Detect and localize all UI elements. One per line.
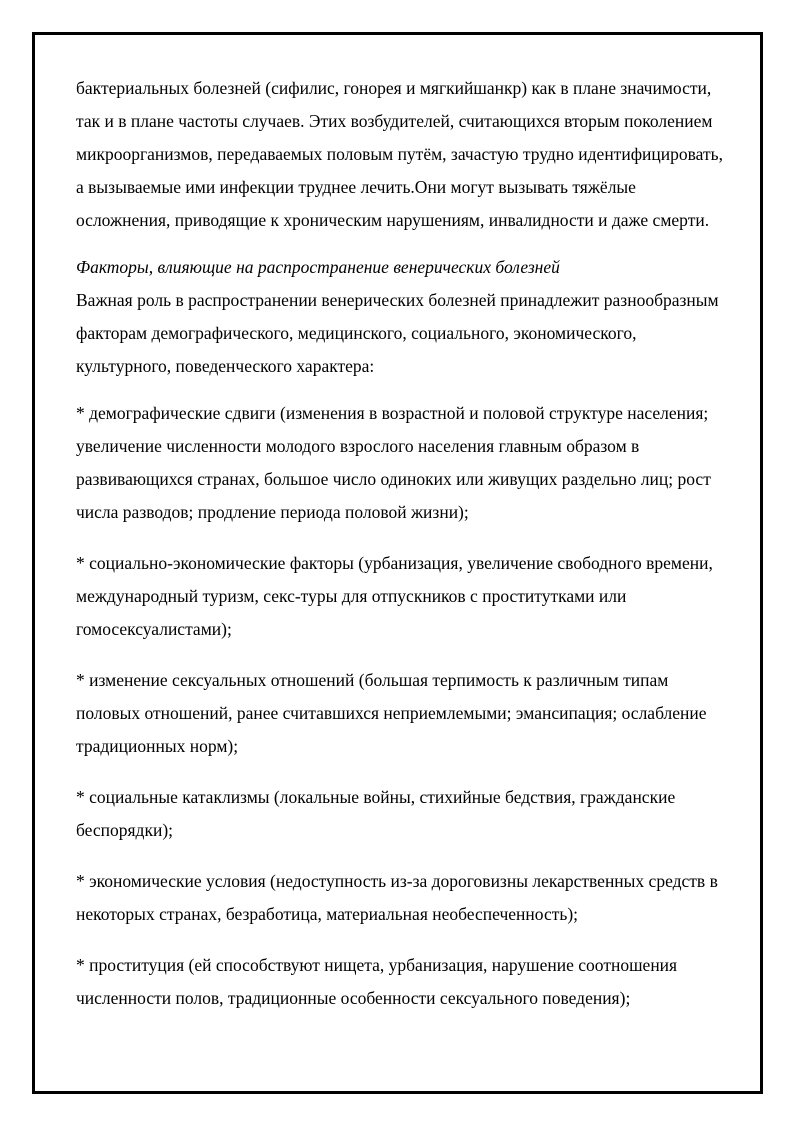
factor-item-sexual-relations: * изменение сексуальных отношений (большая терпимость к различным типам половых отношений, ранее считавшихся неприемлемыми; эмансипация; ослабление традиционных норм); bbox=[76, 670, 707, 756]
factor-item-demographic: * демографические сдвиги (изменения в возрастной и половой структуре населения; увеличение численности молодого взрослого населения главным образом в развивающихся странах, большое число одиноких или живущих раздельно лиц; рост числа разводов; продление периода половой жизни); bbox=[76, 403, 711, 522]
factor-item-social-cataclysms: * социальные катаклизмы (локальные войны, стихийные бедствия, гражданские беспорядки); bbox=[76, 787, 676, 840]
factor-item-economic-conditions: * экономические условия (недоступность из-за дороговизны лекарственных средств в некоторых странах, безработица, материальная необеспеченность); bbox=[76, 871, 718, 924]
factor-item-prostitution: * проституция (ей способствуют нищета, урбанизация, нарушение соотношения численности полов, традиционные особенности сексуального поведения); bbox=[76, 955, 678, 1008]
document-body bbox=[76, 72, 726, 1033]
section-intro-paragraph: Важная роль в распространении венерических болезней принадлежит разнообразным факторам демографического, медицинского, социального, экономического, культурного, поведенческого характера: bbox=[76, 290, 719, 376]
intro-paragraph: бактериальных болезней (сифилис, гонорея и мягкийшанкр) как в плане значимости, так и в плане частоты случаев. Этих возбудителей, считающихся вторым поколением микроорганизмов, передаваемых половым путём, зачастую трудно идентифицировать, а вызываемые ими инфекции труднее лечить.Они могут вызывать тяжёлые осложнения, приводящие к хроническим нарушениям, инвалидности и даже смерти. bbox=[76, 78, 723, 230]
factor-item-socioeconomic: * социально-экономические факторы (урбанизация, увеличение свободного времени, международный туризм, секс-туры для отпускников с проститутками или гомосексуалистами); bbox=[76, 553, 713, 639]
section-heading: Факторы, влияющие на распространение венерических болезней bbox=[76, 257, 560, 277]
